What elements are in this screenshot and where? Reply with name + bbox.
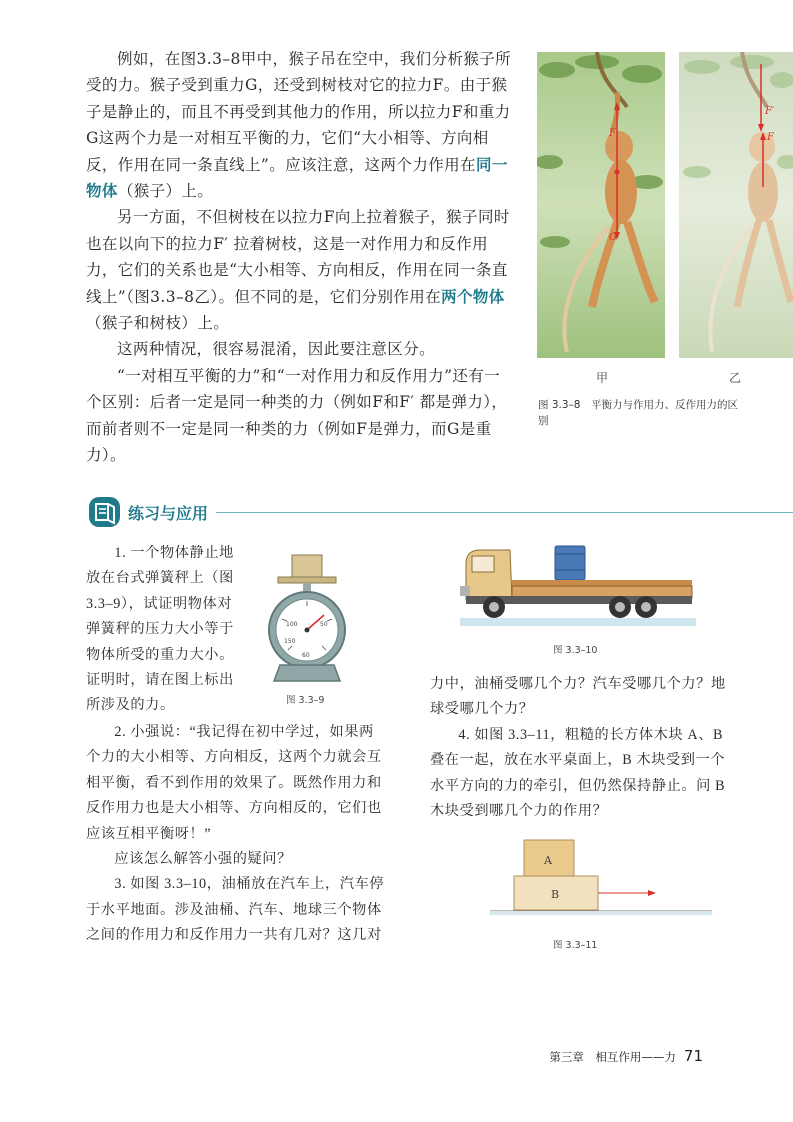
page-footer [549,1047,703,1065]
exercise-3-4 [430,672,730,824]
panel-jia [537,52,665,358]
block-a-label: A [544,854,552,867]
spring-scale-figure [266,553,348,685]
figure-3-3-9-caption: 图 3.3–9 [286,695,325,706]
figure-3-3-11-caption: 图 3.3–11 [553,940,598,951]
blocks-figure [490,836,720,916]
highlight-two-objects: 两个物体 [441,286,505,306]
exercise-3: 3. 如图 3.3–10，油桶放在汽车上，汽车停于水平地面。涉及油桶、汽车、地球三个物体之间的作用力和反作用力一共有几对？这几对 [86,876,385,944]
exercise-3-continuation: 力中，油桶受哪几个力？汽车受哪几个力？地球受哪几个力？ [430,676,726,718]
paragraph-4: “一对相互平衡的力”和“一对作用力和反作用力”还有一个区别：后者一定是同一种类的力（例如F和F′ 都是弹力），而前者则不一定是同一种类的力（例如F是弹力，而G是重力）。 [86,366,508,465]
section-heading [88,495,793,529]
force-label-f: F [609,128,616,139]
figure-3-3-10-caption: 图 3.3–10 [553,645,598,656]
paragraph-1: 例如，在图3.3–8甲中，猴子吊在空中，我们分析猴子所受的力。猴子受到重力G，还受到树枝对它的拉力F。由于猴子是静止的，而且不再受到其他力的作用，所以拉力F和重力G这两个力是一对相互平衡的力，它们“大小相等、方向相反，作用在同一条直线上”。应该注意，这两个力作用在同一物体（猴子）上。 [86,50,512,201]
label-yi: 乙 [729,371,742,385]
chapter-title: 第三章 相互作用——力 [549,1050,676,1064]
exercise-book-icon [88,495,122,529]
panel-yi [679,52,793,358]
exercise-4: 4. 如图 3.3–11，粗糙的长方体木块 A、B 叠在一起，放在水平桌面上，B 木块受到一个水平方向的力的牵引，但仍然保持静止。问 B 木块受到哪几个力的作用？ [430,726,726,820]
exercise-2-3 [86,720,386,949]
exercise-1: 1. 一个物体静止地放在台式弹簧秤上（图3.3–9），试证明物体对弹簧秤的压力大小等于物体所受的重力大小。证明时，请在图上标出所涉及的力。 [86,545,234,714]
page-number: 71 [683,1047,703,1065]
truck-figure [460,540,696,626]
main-text [86,46,512,469]
section-divider [216,512,793,513]
dial-label-150: 150 [284,638,296,645]
block-b-label: B [551,888,560,901]
exercise-2-question: 应该怎么解答小强的疑问？ [114,851,292,868]
force-label-f-prime: F′ [765,106,775,117]
monkey-figure [537,52,793,360]
exercise-2: 2. 小强说：“我记得在初中学过，如果两个力的大小相等、方向相反，这两个力就会互相平衡，看不到作用的效果了。既然作用力和反作用力也是大小相等、方向相反的，它们也应该互相平衡呀！” [86,724,382,842]
paragraph-2: 另一方面，不但树枝在以拉力F向上拉着猴子，猴子同时也在以向下的拉力F′ 拉着树枝，这是一对作用力和反作用力，它们的关系也是“大小相等、方向相反，作用在同一条直线上”（图3.3–8乙）。但不同的是，它们分别作用在两个物体（猴子和树枝）上。 [86,208,510,333]
force-label-f-2: F [767,132,774,143]
paragraph-3: 这两种情况，很容易混淆，因此要注意区分。 [117,340,436,359]
figure-3-3-8-caption: 图 3.3–8 平衡力与作用力、反作用力的区别 [538,399,738,427]
highlight-same-object: 同一物体 [86,154,508,201]
dial-label-50: 50 [320,621,328,628]
force-label-g: G [609,232,617,243]
dial-label-100: 100 [286,621,298,628]
dial-label-60: 60 [302,652,310,659]
label-jia: 甲 [596,371,609,385]
section-title: 练习与应用 [128,504,209,523]
